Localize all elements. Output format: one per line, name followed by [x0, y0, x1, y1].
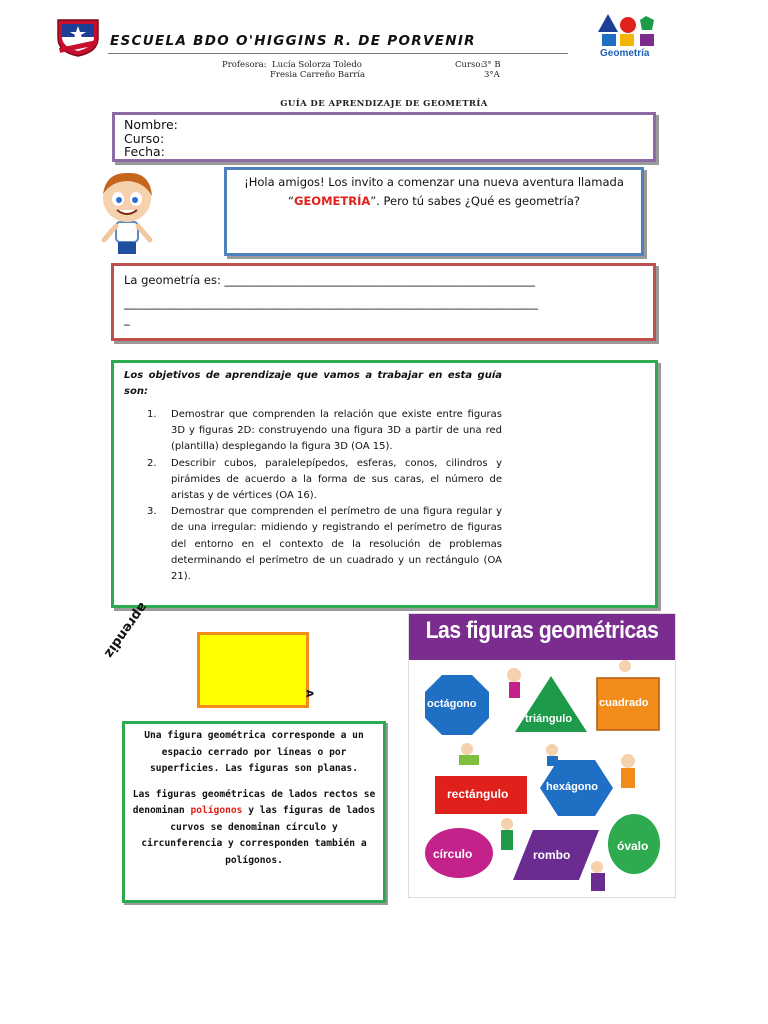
greeting-box — [224, 167, 644, 256]
course-1: 3° B — [482, 60, 501, 70]
oval-label: óvalo — [617, 839, 649, 853]
definition-box — [111, 263, 656, 341]
poster-title: Las figuras geométricas — [425, 617, 659, 644]
student-info-box — [112, 112, 656, 162]
rectangle-label: rectángulo — [447, 787, 509, 801]
list-item — [124, 407, 502, 456]
concept-paragraph-1: Una figura geométrica corresponde a un espacio cerrado por líneas o por superficies. Las figuras son planas. — [144, 730, 364, 774]
course-label: Curso: — [455, 60, 484, 70]
teacher-1: Lucía Solorza Toledo — [272, 60, 362, 70]
objectives-list — [124, 407, 502, 585]
school-name: ESCUELA BDO O'HIGGINS R. DE PORVENIR — [110, 33, 476, 49]
greeting-highlight: GEOMETRÍA — [294, 194, 371, 208]
objective-number: 3. — [147, 506, 157, 518]
rhombus-label: rombo — [533, 848, 571, 862]
square-label: cuadrado — [599, 697, 649, 709]
name-label: Nombre: — [124, 117, 178, 132]
hexagon-label: hexágono — [546, 781, 598, 793]
logo-text: Geometría — [600, 48, 650, 59]
concept-text-end: y las figuras de lados curvos se denominan círculo y circunferencia y corresponden también a polígonos. — [141, 805, 376, 866]
greeting-line-2 — [227, 192, 641, 211]
objectives-title: Los objetivos de aprendizaje que vamos a trabajar en esta guía son: — [124, 370, 502, 397]
objective-text: Describir cubos, paralelepípedos, esferas, conos, cilindros y pirámides de acuerdo a la forma de sus caras, el número de aristas y de vértices (OA 16). — [171, 457, 502, 502]
objective-text: Demostrar que comprenden la relación que existe entre figuras 3D y figuras 2D: construyendo una figura 3D a partir de una red (plantilla) desplegando la figura 3D (OA 15). — [171, 409, 502, 453]
school-crest-icon — [55, 14, 101, 58]
teacher-2: Fresia Carreño Barría — [270, 70, 366, 80]
definition-line-1: La geometría es: ______________________________________________________ — [124, 273, 536, 287]
professor-label: Profesora: — [222, 60, 267, 70]
definition-line-3: _ — [124, 312, 130, 326]
concept-paragraph-2 — [131, 787, 377, 870]
greeting-open-quote: “ — [288, 194, 294, 208]
greeting-rest: ”. Pero tú sabes ¿Qué es geometría? — [370, 194, 580, 208]
geometric-figures-poster — [408, 613, 676, 898]
objective-number: 1. — [147, 409, 157, 420]
concept-text-start: Las figuras geométricas de lados rectos se denominan — [132, 788, 376, 816]
yellow-rectangle — [197, 632, 309, 708]
rotated-text-fragment: aprendiz — [101, 599, 150, 661]
small-text-fragment: A — [303, 689, 315, 698]
geometric-shapes-icon — [596, 12, 662, 50]
course-2: 3°A — [484, 70, 500, 80]
list-item — [124, 456, 502, 505]
objective-text: Demostrar que comprenden el perímetro de una figura regular y de una irregular: midiendo y registrando el perímetro de figuras del entorno en el contexto de la resolución de problemas determinando el perímetro de un cuadrado y un rectángulo (OA 21). — [171, 506, 502, 583]
circle-label: círculo — [433, 847, 473, 861]
concept-highlight: polígonos — [190, 805, 243, 816]
objective-number: 2. — [147, 457, 157, 469]
definition-line-2: ________________________________________________________________________ — [124, 296, 538, 310]
objectives-box — [111, 360, 658, 608]
guide-title: GUÍA DE APRENDIZAJE DE GEOMETRÍA — [280, 99, 488, 109]
course-field-label: Curso: — [124, 130, 165, 146]
cartoon-boy-icon — [92, 168, 162, 258]
octagon-label: octágono — [427, 698, 477, 710]
concept-box — [122, 721, 386, 903]
list-item — [124, 504, 502, 585]
date-label: Fecha: — [124, 144, 165, 159]
triangle-label: triángulo — [525, 713, 573, 725]
greeting-line-1: ¡Hola amigos! Los invito a comenzar una nueva aventura llamada — [244, 175, 624, 189]
header-divider — [108, 53, 568, 54]
